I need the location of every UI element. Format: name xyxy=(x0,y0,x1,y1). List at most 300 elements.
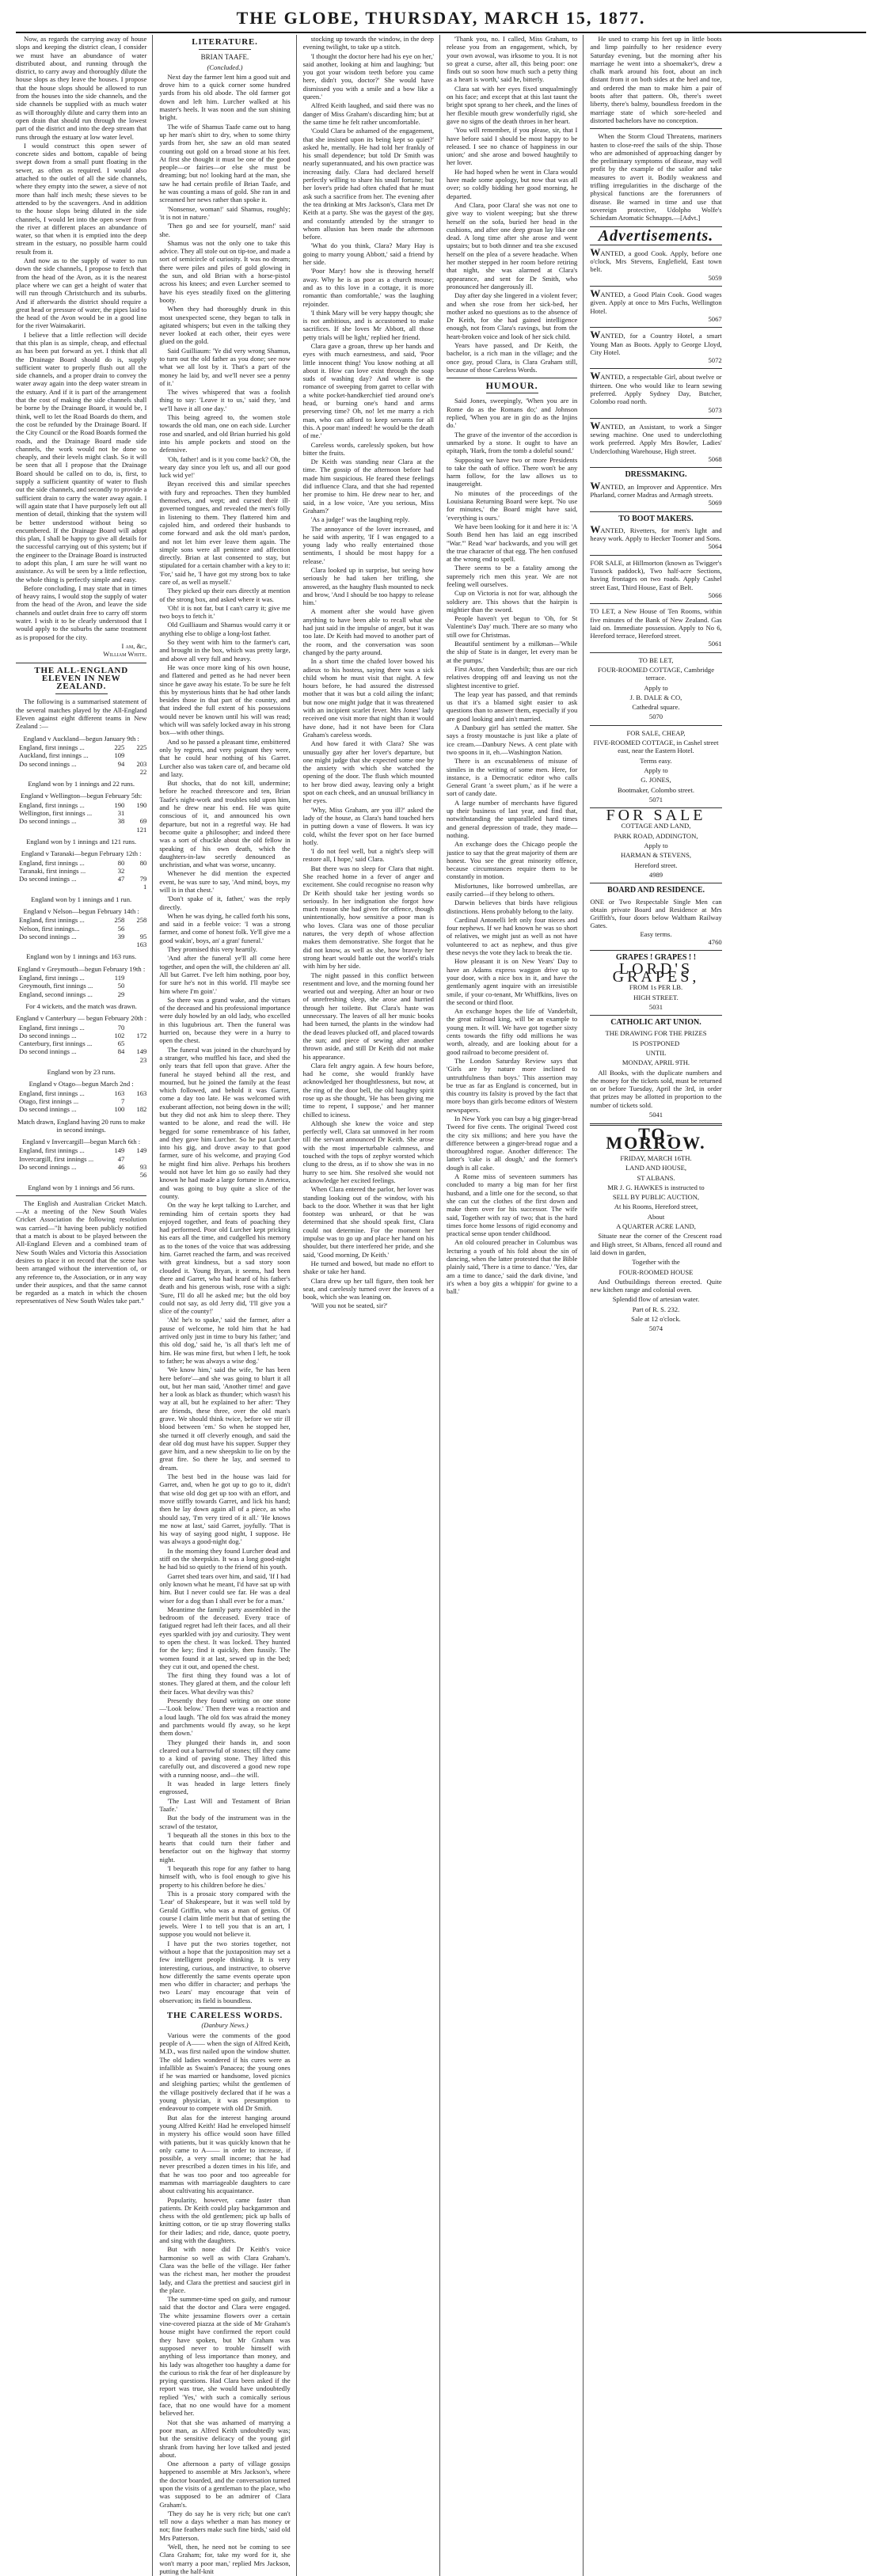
careless-paragraph: One afternoon a party of village gossips happened to assemble at Mrs Jackson's, where the doctor boarded, and the conversation turned upon the visits of a gentleman to the place, who was supposed to be an admirer of Clara Graham's. xyxy=(159,2460,291,2509)
score-total: 79 xyxy=(139,875,147,883)
story-paragraph: Shamus was not the only one to take this advice. They all stole out on tip-toe, and made a sort of semicircle of curiosity. It was no dream; there were piles and piles of gold glowing in the sun, and old Brian with a horse-pistol across his knees; and even Lurcher seemed to have his eyes steadily fixed on the glittering booty. xyxy=(159,238,291,304)
humour-item: A Danbury girl has settled the matter. She says a frosty moustache is just like a plate of ice cream.—Danbury News. A cent plate with two spoons in it, eh.—Washington Nation. xyxy=(446,724,578,756)
match-result: England won by 1 innings and 121 runs. xyxy=(26,837,137,845)
story-paragraph: The best bed in the house was laid for Garret, and, when he got up to go to it, didn't that wise old dog get up too with an effort, and move stiffly towards Garret, and lick his hand; then he lay down again all of a piece, as who should say, 'I'm very tired of it all.' 'He knows me now at last,' said Garret, joyfully. 'That is his way of saying good night, I suppose. He was always a good-night dog.' xyxy=(159,1472,291,1546)
ad-number: 5066 xyxy=(708,591,722,599)
divider xyxy=(590,603,721,604)
story-paragraph: When they had thoroughly drunk in this most unexpected scene, they began to talk in agitated whispers; but even in the talking they never looked at each other, their eyes were glued on the gold. xyxy=(159,305,291,346)
careless-paragraph: Clara sat with her eyes fixed unqualmingly on his face; and except that at this last taunt the bright spot sprang to her cheek, and the lines of her flexible mouth grew wonderfully rigid, she gave no signs of the death throes in her heart. xyxy=(446,84,578,125)
story-paragraph: They promised this very heartily. xyxy=(167,945,258,954)
score-label: Invercargill, first innings ... xyxy=(19,1154,94,1163)
score-row xyxy=(16,916,146,924)
score-label xyxy=(16,1171,19,1179)
literature-title: LITERATURE. xyxy=(192,37,258,47)
score-row xyxy=(16,1155,146,1163)
careless-paragraph: Clara felt angry again. A few hours before, had he come, she would frankly have acknowledged her thoughtlessness, but now, at the ring of the door bell, the old haughty spirit rose up as she thought, 'He has been giving me time to repent, I suppose,' and her manner chilled to iciness. xyxy=(302,1061,434,1119)
divider xyxy=(590,555,721,556)
story-paragraph: 'Nonsense, woman!' said Shamus, roughly; 'it is not in nature.' xyxy=(159,204,291,221)
divider xyxy=(590,467,721,468)
divider xyxy=(590,286,721,287)
ad-number: 5067 xyxy=(708,314,722,323)
score-row xyxy=(16,768,146,776)
careless-paragraph: And Clara, poor Clara! she was not one to give way to violent weeping; but she threw herself on the sofa, buried her head in the cushions, and after one deep groan lay like one dead. A long time after she arose and went upstairs; but to both dinner and tea she excused herself on the plea of a severe headache. When her mother stepped in her room before retiring that night, she was alarmed at Clara's appearance, and sent for Dr Smith, who pronounced her dangerously ill. xyxy=(446,200,578,291)
article-paragraph: And now as to the supply of water to run down the side channels, I propose to fetch that from the head of the Avon, as it is the nearest place where we can get a height of water that will run through Christchurch and its suburbs. And if afterwards the district should require a great head or pressure of water, the pipes laid to the head of the Avon would be in a good line for the river Waimakariri. xyxy=(16,256,147,330)
careless-source: (Danbury News.) xyxy=(201,2021,249,2030)
match-heading: England v Greymouth—begun February 19th : xyxy=(17,964,146,973)
dressmaking-title: DRESSMAKING. xyxy=(625,470,687,480)
auction-line: MR J. G. HAWKES is instructed to xyxy=(607,1183,705,1191)
score-values xyxy=(107,1039,146,1047)
match-heading: England v Nelson—begun February 14th : xyxy=(23,906,139,915)
score-total xyxy=(129,990,146,998)
careless-paragraph: And how fared it with Clara? She was unusually gay after her lover's departure, but one might judge that she expected some one by the anxiety with which she watched the opening of the door. The flush which mounted to her brow died away, leaving only a bright spot on each cheek, and an unusual brilliancy in her eyes. xyxy=(302,739,434,805)
score-runs: 190 xyxy=(114,800,125,809)
letter-signoff: I am, &c, xyxy=(121,641,147,650)
score-runs: 100 xyxy=(114,1105,125,1114)
careless-paragraph: Clara looked up in surprise, but seeing how seriously he had taken her trifling, she answered, as the haughty flush mounted to neck and brow, 'And I should be too happy to release him.' xyxy=(302,566,434,607)
careless-paragraph: 'What do you think, Clara? Mary Hay is going to marry young Abbott,' said a friend by her side. xyxy=(302,241,434,267)
humour-item: The London Saturday Review says that 'Girls are by nature more inclined to untruthfulness than boys.' This assertion may be true as far as England is concerned, but in this country its falsity is proved by the fact that more boys than girls become editors of Western newspapers. xyxy=(446,1056,578,1114)
ad-number: 5068 xyxy=(708,455,722,464)
ad-text: ANTED, Rivetters, for men's light and heavy work. Apply to Hecker Toomer and Sons. xyxy=(590,526,722,543)
classified-ad xyxy=(590,522,722,551)
careless-paragraph: Day after day she lingered in a violent fever; and when she rose from her sick-bed, her mother asked no questions as to the absence of Dr Keith, for she had gained intelligence enough, not from Clara's ravings, but from the heart-broken voice and look of her sick child. xyxy=(446,291,578,340)
classified-ad xyxy=(590,331,721,364)
score-label xyxy=(16,1056,19,1064)
score-row xyxy=(16,760,146,768)
auction-line: Splendid flow of artesian water. xyxy=(612,1295,700,1304)
story-paragraph: They plunged their hands in, and soon cleared out a barrowful of stones; till they came to a kind of paving stone. They lifted this carefully out, and discovered a good new rope with a running noose, and—the will. xyxy=(159,1738,291,1779)
score-label xyxy=(16,768,19,776)
score-label: Canterbury, first innings ... xyxy=(19,1039,93,1048)
score-runs xyxy=(107,768,124,776)
score-runs: 70 xyxy=(117,1023,125,1032)
classified-ad xyxy=(590,479,722,507)
auction-line: FOUR-ROOMED HOUSE xyxy=(618,1267,694,1276)
score-total: 23 xyxy=(139,1055,147,1064)
column-5 xyxy=(590,35,727,2576)
score-values xyxy=(107,809,146,817)
classified-ad xyxy=(590,245,722,282)
score-label: Otago, first innings ... xyxy=(19,1096,79,1105)
score-label: Do second innings ... xyxy=(19,1105,77,1114)
art-union-line: IS POSTPONED xyxy=(632,1039,680,1047)
article-paragraph: Before concluding, I may state that in times of heavy rains, I would stop the supply of water from the head of the Avon, and leave the side channels and outlet drain free to carry off storm water. I wish it to be clearly understood that I would apply to the suburbs the same treatment as is proposed for the city. xyxy=(16,583,147,641)
ad-number-line xyxy=(590,499,721,507)
story-paragraph: 'The Last Will and Testament of Brian Taafe.' xyxy=(159,1796,291,1813)
score-row xyxy=(16,826,146,834)
bootmakers-title: TO BOOT MAKERS. xyxy=(618,514,694,523)
humour-item: No minutes of the proceedings of the Louisiana Returning Board were kept. 'No use for minutes,' the Board might have said, 'everything is ours.' xyxy=(446,488,578,522)
auction-line: About xyxy=(647,1212,665,1221)
ad-text: ANTED, a respectable Girl, about twelve or thirteen. One who would like to learn sewing preferred. Apply Sydney Day, Butcher, Colombo road north. xyxy=(590,373,722,406)
score-values xyxy=(107,974,146,982)
score-runs: 56 xyxy=(117,924,125,933)
score-values xyxy=(107,1056,146,1064)
ad-number-line xyxy=(590,640,721,648)
match-heading: England v Wellington—begun February 5th: xyxy=(20,792,143,800)
newspaper-columns xyxy=(16,35,871,2575)
careless-paragraph: 'I do not feel well, but a night's sleep will restore all, I hope,' said Clara. xyxy=(302,847,434,864)
score-runs: 84 xyxy=(117,1047,125,1056)
score-row xyxy=(16,867,146,875)
score-runs: 46 xyxy=(117,1163,125,1171)
humour-item: A Rome miss of seventeen summers has concluded to marry a big man for her first husband, and a little one for the second, so that she can cut the clothes of the first down and make them over for his successor. The wife said, Together with ray of two; that is the hard times force home lessons of rigid economy and practical sense upon tender childhood. xyxy=(446,1172,578,1238)
careless-paragraph: When Clara entered the parlor, her lover was standing looking out of the window, with his back to the door. Whether it was that her light footstep was unheard, or that he was determined that she should speak first, Clara could not determine. For the moment her impulse was to go up and place her hand on his shoulder, but there interfered her pride, and she said, 'Good morning, Dr Keith.' xyxy=(302,1185,434,1259)
for-sale-cheap-line: G. JONES, xyxy=(641,776,671,785)
score-total: 163 xyxy=(136,1089,147,1097)
humour-item: There seems to be a fatality among the supremely rich men this year. We are not feeling well ourselves. xyxy=(446,564,578,588)
score-values xyxy=(107,982,146,990)
page-title: THE GLOBE, THURSDAY, MARCH 15, 1877. xyxy=(236,8,646,28)
column-2 xyxy=(159,35,296,2576)
score-runs xyxy=(107,826,124,834)
page-header xyxy=(0,8,882,30)
humour-item: In New York you can buy a big ginger-bread Tweed for five cents. The original Tweed cost the city six millions; and here you have the difference between a ginger-bread rogue and a thoroughbred rogue. Another difference: The latter's 'cake is all dough,' and the former's dough is all cake. xyxy=(446,1115,578,1172)
careless-paragraph: But alas for the interest hanging around young Alfred Keith! Had he enveloped himself in mystery his office would soon have filled with patients, but it was quickly known that he only came to A—— in order to increase, if possible, a very small income; that he had never prescribed a dozen times in his life, and that he was too poor and too agreeable for mammas with marriageable daughters to care about cultivating his acquaintance. xyxy=(159,2113,291,2195)
score-total: 149 xyxy=(136,1146,147,1155)
story-paragraph: On the way he kept talking to Lurcher, and reminding him of certain sports they had enjoyed together, and feats of poaching they had performed. Poor old Lurcher kept pricking his ears all the time, and cudgelled his memory as to the tones of the voice that was addressing him. Garret reached the farm, and was received with great kindness, but a sad story soon clouded it. Young Bryan, it seems, had been there and Garret, who had heard of his father's death and his generous wish, rose with a sigh: 'Sure, I'll do all he asked me; but the old boy could not say, as old Jerry did, 'I'll give you a slice of the county!' xyxy=(159,1201,291,1316)
score-row xyxy=(16,1047,146,1055)
story-paragraph: Presently they found writing on one stone—'Look below.' Then there was a reaction and a loud laugh. 'The old fox was afraid the money and parchments would fly away, so he kept them down.' xyxy=(159,1696,291,1738)
score-label: Nelson, first innings... xyxy=(19,924,80,933)
score-runs: 39 xyxy=(117,932,125,940)
match-result: Match drawn, England having 20 runs to make in second innings. xyxy=(17,1117,146,1134)
careless-paragraph: 'Poor Mary! how she is throwing herself away. Why he is as poor as a church mouse; and as to this love in a cottage, it is more romantic than comfortable,' was the laughing rejoinder. xyxy=(302,267,434,308)
article-paragraph: I would construct this open sewer of concrete sides and bottom, capable of being swept down from a small punt floating in the sewer, as often as required. I would also attached to the outlet of all the side channels, where they empty into the sewer, a sieve of not more than half inch mesh; these sieves to be attended to by the scavengers. And in addition to the house slops being diluted in the side channels, I would let into the open sewer from the river at different places an abundance of water, so that when it is emptied into the deep stream in the estuary, no possible harm could result from it. xyxy=(16,141,147,256)
ad-number-line xyxy=(590,591,721,599)
match-result: England won by 1 innings and 56 runs. xyxy=(28,1183,135,1191)
score-runs: 7 xyxy=(121,1096,125,1105)
art-union-title: CATHOLIC ART UNION. xyxy=(610,1018,701,1028)
score-label: Taranaki, first innings ... xyxy=(19,866,86,875)
auction-line: At his Rooms, Hereford street, xyxy=(614,1203,698,1211)
ad-number-line xyxy=(590,542,721,550)
classified-ad xyxy=(590,419,722,464)
board-title: BOARD AND RESIDENCE. xyxy=(606,886,705,895)
story-paragraph: Whenever he did mention the expected event, he was sure to say, 'And mind, boys, my will is in that chest.' xyxy=(159,869,291,894)
score-row xyxy=(16,1039,146,1047)
story-paragraph: It was headed in large letters finely engrossed, xyxy=(159,1780,291,1796)
score-runs xyxy=(107,1056,124,1064)
score-total: 182 xyxy=(136,1105,147,1114)
ad-number: 5059 xyxy=(708,273,722,282)
story-paragraph: 'Don't spake of it, father,' was the reply directly. xyxy=(159,895,291,911)
divider xyxy=(590,511,721,512)
ad-number: 5069 xyxy=(708,499,722,507)
score-label: England, first innings ... xyxy=(19,1023,85,1032)
careless-paragraph: In a short time the chafed lover bowed his adieux to his hostess, saying there was a sick child whom he must visit that night. A few hours before, he had assured the distressed mother that it was but a cold ailing the infant; but now one might judge that it was threatened with an incipient scarlet fever. Mrs Jones' lady received one visit more that night than it would have done, had it not have been for Clara Graham's careless words. xyxy=(302,657,434,739)
score-label: England, first innings ... xyxy=(19,1146,85,1155)
careless-title: THE CARELESS WORDS. xyxy=(166,2011,283,2021)
score-label: England, first innings ... xyxy=(19,1089,85,1097)
score-values xyxy=(107,883,146,891)
auction-line: FRIDAY, MARCH 16TH. xyxy=(620,1153,692,1162)
score-total xyxy=(129,867,146,875)
humour-item: A large number of merchants have figured up their business of last year, and find that, notwithstanding the unparalleled hard times and general depression of trade, they made—nothing. xyxy=(446,798,578,839)
column-1 xyxy=(16,35,153,2576)
careless-paragraph: The annoyance of the lover increased, and he said with asperity, 'If I was engaged to a young lady who really entertained those sentiments, I should be most happy for a release.' xyxy=(302,524,434,565)
auction-line: LAND AND HOUSE, xyxy=(625,1164,687,1172)
humour-item: The grave of the inventor of the accordion is unmarked by a stone. It ought to have an epitaph, 'Hark, from the tomb a doleful sound.' xyxy=(446,430,578,455)
divider xyxy=(590,368,721,369)
grapes-line: GRAPES ! GRAPES ! ! xyxy=(615,953,697,963)
to-let-ad-line: J. B. DALE & CO, xyxy=(629,693,682,701)
story-paragraph: The wife of Shamus Taafe came out to hang up her man's shirt to dry, when to some thirty yards from her, she saw an old man seated counting out gold on a broad stone at his feet. At first she thought it must be one of the good people—or fairies—or else she must be dreaming; but no! looking hard at the man, she saw he had certain profile of Brian Taafe, and he was counting a mass of gold. She ran in and screamed her news rather than spoke it. xyxy=(159,122,291,204)
story-paragraph: I have put the two stories together, not without a hope that the juxtaposition may set a few intelligent people thinking. It is very interesting, curious, and instructive, to observe how differently the same events operate upon men who differ in character; and perhaps 'the two Lears' may encourage that vein of observation; its field is boundless. xyxy=(159,1939,291,2004)
score-runs: 225 xyxy=(114,743,125,751)
score-total: 22 xyxy=(139,767,147,776)
humour-item: Cup on Victoria is not for war, although the soldiery are. This shows that the hairpin is mightier than the sword. xyxy=(446,589,578,614)
score-total: 95 xyxy=(139,932,147,940)
score-values xyxy=(107,1163,146,1171)
divider xyxy=(590,725,721,726)
story-paragraph: The wives whispered that was a foolish thing to say: 'Leave it to us,' said they, 'and we'll have it all one day.' xyxy=(159,388,291,412)
score-runs: 31 xyxy=(117,809,125,818)
score-values xyxy=(107,875,146,883)
score-runs: 32 xyxy=(117,866,125,875)
score-values xyxy=(107,1024,146,1032)
careless-paragraph: 'Well, then, he need not be coming to see Clara Graham; for, take my word for it, she won't marry a poor man,' replied Mrs Jackson, putting the half-knit xyxy=(159,2543,291,2575)
humour-title: HUMOUR. xyxy=(485,380,538,392)
divider xyxy=(55,693,108,694)
for-sale-line: COTTAGE AND LAND, xyxy=(621,822,691,830)
score-row xyxy=(16,883,146,891)
score-values xyxy=(107,990,146,998)
story-paragraph: 'We know him,' said the wife, 'he has been here before'—and she was going to blurt it all out, but her man said, 'Another time! and gave her a look as black as thunder; which wasn't his way at all, but he explained to her after: 'They are friends, these three, over the old man's grave. We should think twice, before we stir ill blood between 'em.' So when he stopped her, she turned it off cleverly enough, and said the dear old dog must have his supper. Supper they gave him, and a new sheepskin to lie on by the great fire. So there he lay, and seemed to dream. xyxy=(159,1366,291,1472)
score-runs xyxy=(107,883,124,891)
ad-number: 4760 xyxy=(708,938,722,947)
score-row xyxy=(16,743,146,751)
score-total: 163 xyxy=(136,940,147,949)
careless-paragraph: A moment after she would have given anything to have been able to recall what she had just said in the impulse of anger, but it was too late. Dr Keith had moved to another part of the room, and the conversation was soon changed by the party around. xyxy=(302,607,434,656)
score-values xyxy=(107,859,146,867)
score-row xyxy=(16,1089,146,1097)
advertisements-title: Advertisements. xyxy=(598,226,714,245)
for-sale-line: 4989 xyxy=(648,870,663,879)
score-label: Do second innings ... xyxy=(19,1031,77,1039)
story-concluded: (Concluded.) xyxy=(207,63,243,71)
score-total xyxy=(129,1024,146,1032)
score-label xyxy=(16,826,19,834)
column-3 xyxy=(303,35,440,2576)
score-total: 93 xyxy=(139,1163,147,1171)
classified-ad xyxy=(590,607,721,648)
story-paragraph: Old Guilliaum and Shamus would carry it or anything else to oblige a long-lost father. xyxy=(159,621,291,637)
schnapps-notice: When the Storm Cloud Threatens, mariners hasten to close-reef the sails of the ship. Those who are admonished of approaching danger by the preliminary symptoms of disease, may well profit by the example of the sailor and take measures to avert it. Bodily weakness and trifling irregularities in the discharge of the physical functions are the forerunners of disease. Be warned in time and use that sovereign protective, Udolpho Wolfe's Schiedam Aromatic Schnapps.—[Advt.] xyxy=(590,132,722,222)
auction-body: Situate near the corner of the Crescent road and High street, St Albans, fenced all round and laid down in garden, xyxy=(590,1232,722,1256)
score-row xyxy=(16,1105,146,1113)
story-paragraph: The funeral was joined in the churchyard by a stranger, who muffled his face, and shed the only tears that fell upon that grave. After the funeral he stayed behind all the rest, and mourned, but he joined the family at the feast which followed, and behold it was Garret, come a day too late. He was welcomed with exuberant affection, not being down in the will; but they did not ask him to sleep there. They wanted to be alone, and read the will. He begged for some remembrance of his father, and they gave him Lurcher. So he put Lurcher into his gig, and drove away to that good farmer, sure of his welcome, and praying God he might find him alive. Perhaps his brothers would not have let him go so easily had they known he had made a large fortune in America, and was going to buy quite a slice of the county. xyxy=(159,1045,291,1200)
match-result: England won by 1 innings and 1 run. xyxy=(31,895,132,903)
score-row xyxy=(16,1163,146,1171)
score-total: 225 xyxy=(136,743,147,751)
story-paragraph: 'Oh, father! and is it you come back? Oh, the weary day since you left us, and all our good luck wid ye!' xyxy=(159,454,291,480)
score-values xyxy=(107,1032,146,1039)
score-values xyxy=(107,867,146,875)
score-row xyxy=(16,925,146,933)
ad-text: ANTED, a good Cook. Apply, before one o'clock, Mrs Stevens, Englefield, East town belt. xyxy=(590,249,722,274)
careless-paragraph: Careless words, carelessly spoken, but how bitter the fruits. xyxy=(302,440,434,457)
score-label: England, first innings ... xyxy=(19,800,85,809)
auction-line: ST ALBANS. xyxy=(637,1173,675,1182)
score-row xyxy=(16,974,146,982)
score-total: 149 xyxy=(136,1047,147,1056)
score-runs: 163 xyxy=(114,1089,125,1097)
art-union-line: UNTIL xyxy=(645,1048,667,1057)
score-values xyxy=(107,940,146,948)
story-paragraph: Meantime the family party assembled in the bedroom of the deceased. Every trace of fatigued regret had left their faces, and all their eyes sparkled with joy and curiosity. They went to open the chest. It was locked. They hunted for the key; find it quickly, then fussily. The women found it at last, sewed up in the bed; they cut it out, and opened the chest. xyxy=(159,1605,291,1670)
story-paragraph: 'I bequeath all the stones in this box to the hearts that could turn their father and benefactor out on the highway that stormy night. xyxy=(159,1830,291,1864)
art-union-number: 5041 xyxy=(648,1111,663,1119)
letter-signature: William White. xyxy=(103,650,147,659)
careless-paragraph: 'They do say he is very rich; but one can't tell now a days whether a man has money or not; fine feathers make such fine birds,' said old Mrs Patterson. xyxy=(159,2509,291,2542)
humour-item: People haven't yet begun to 'Oh, for St Valentine's Day' much. There are so many who still owe for Christmas. xyxy=(446,614,578,639)
grapes-line: 5031 xyxy=(648,1002,663,1011)
for-sale-title: FOR SALE xyxy=(606,807,706,825)
score-values xyxy=(107,1105,146,1113)
grapes-line: FROM 1s PER LB. xyxy=(629,983,683,992)
careless-paragraph: Clara gave a groan, threw up her hands and eyes with much earnestness, and said, 'Poor little innocent thing! You know nothing at all about it. How can love exist through the soap suds of washing day? And where is the romance of sweeping from garret to cellar with a white pocket-handkerchief tied around one's head, or burning one's hand and arms preserving time? Oh, no! let me marry a rich man, who can afford to keep servants for all this. A poor man! indeed! he would be the death of me.' xyxy=(302,341,434,440)
story-paragraph: Next day the farmer lent him a good suit and drove him to a quick corner some hundred yards from his old abode. The old farmer got down and left him. Lurcher walked at his master's heels. It was noon and the sun shining bright. xyxy=(159,72,291,122)
for-sale-cheap-line: Bootmaker, Colombo street. xyxy=(617,785,695,794)
humour-item: There is an excusableness of misuse of similes in the writing of some men. Here, for instance, is a Democratic editor who calls General Grant 'a sweet plum,' as if he were a sort of candy date. xyxy=(446,757,578,798)
auction-outbuildings: And Outbuildings thereon erected. Quite new kitchen range and colonial oven. xyxy=(590,1277,722,1294)
score-row xyxy=(16,1146,146,1154)
score-runs: 149 xyxy=(114,1146,125,1155)
careless-paragraph: 'As a judge!' was the laughing reply. xyxy=(310,515,410,524)
lords-grapes-title: LORD'S GRAPES, xyxy=(612,959,700,986)
story-paragraph: They picked up their ears directly at mention of the strong box, and asked where it was. xyxy=(159,587,291,603)
careless-paragraph: Although she knew the voice and step perfectly well, Clara sat unmoved in her room till the servant announced Dr Keith. She arose with the most imperturbable calmness, and touched with the tops of zephyr worsted which clung to the dress, as if to show she was in no hurry to see him. She resolved she would not acknowledge her excited feelings. xyxy=(302,1119,434,1184)
for-sale-line: PARK ROAD, ADDINGTON, xyxy=(614,831,698,840)
story-paragraph: 'Oh! it is not far, but I can't carry it; give me two boys to fetch it.' xyxy=(159,603,291,621)
score-label: Do second innings ... xyxy=(19,759,77,768)
score-values xyxy=(107,916,146,924)
to-let-ad-line: Cathedral square. xyxy=(632,703,680,712)
score-total xyxy=(129,925,146,933)
divider xyxy=(16,1195,146,1196)
careless-paragraph: He turned and bowed, but made no effort to shake or take her hand. xyxy=(302,1259,434,1276)
score-values xyxy=(107,817,146,825)
score-total: 190 xyxy=(136,800,147,809)
careless-paragraph: Popularity, however, came faster than patients. Dr Keith could play backgammon and chess with the old gentlemen; pick up balls of knitting cotton, or tie up stray flowering stalks for their ladies; and ride, dance, quote poetry, and sing with the daughters. xyxy=(159,2195,291,2245)
score-label: Wellington, first innings ... xyxy=(19,809,93,818)
article-paragraph: I believe that a little reflection will decide that this plan is as simple, cheap, and effectual as has been put forward as yet. I think that all the Drainage Board should do is, supply sufficient water to properly flush out all the side channels, and a proper drain to convey the water away again into the deep water stream in the estuary. And if it is part of the arrangement that the cost of making the side channels shall be borne by the Drainage Board, it would be, I think, well to let the Road Boards do them, and the cost be refunded by the Drainage Board. If the City Council or the Road Boards formed the roads, and the Drainage Board made side channels, the work would not be done so cheaply, and their levels might clash. So it will be seen that all I propose that the Drainage Board should be called on to do, is, first, to supply a sufficient quantity of water to flush out the side channels, and secondly to provide a sufficient drain to carry the water away again. I will again state that I have purposely left out all mention of detail, thinking that the system will be better understood without being so encumbered. If the Drainage Board will adopt this plan, I shall be happy to give all details for the successful carrying out of this system; but if the engineer to the Drainage Board is instructed to adopt this plan, I am sure he will want no assistance. As will be seen by a little reflection, the whole thing is perfectly simple and easy. xyxy=(16,330,147,583)
ad-text: ANTED, an Improver and Apprentice. Mrs Pharland, corner Madras and Armagh streets. xyxy=(590,482,722,499)
score-label: England, second innings ... xyxy=(19,990,93,998)
divider xyxy=(590,1015,721,1016)
score-row xyxy=(16,933,146,940)
art-union-body: All Books, with the duplicate numbers and the money for the tickets sold, must be returned on or before Tuesday, April the 3rd, in order that prizes may be allotted in proportion to the number of tickets sold. xyxy=(590,1068,722,1109)
score-row xyxy=(16,990,146,998)
ad-text: ANTED, a Good Plain Cook. Good wages given. Apply at once to Mrs Fuchs, Wellington Hotel. xyxy=(590,291,722,315)
classified-ad xyxy=(590,898,721,947)
score-runs: 94 xyxy=(117,759,125,768)
score-values xyxy=(107,801,146,809)
careless-paragraph: Dr Keith was standing near Clara at the time. The gossip of the afternoon before had made him suspicious. He feared these feelings did influence Clara, and that she had repented her promise to him. He drew near to her, and said, in a low voice, 'Are you serious, Miss Graham?' xyxy=(302,458,434,515)
humour-item: He used to cramp his feet up in little boots and limp painfully to her residence every Saturday evening, but the morning after his marriage he went into a shoemaker's, drew a chalk mark around his foot, about an inch distant from it on both sides at the heel and toe, and ordered the man to make him a pair of boots after that pattern. Oh, there's sweet liberty, there's balmy, boundless freedom in the marriage state of which sore-heeled and distorted bachelors have no conception. xyxy=(590,35,722,124)
story-paragraph: The first thing they found was a lot of stones. They glared at them, and the colour left their faces. What devilry was this? xyxy=(159,1671,291,1696)
ad-initial: W xyxy=(590,419,601,431)
humour-item: How pleasant it is on New Years' Day to have an Adams express waggon drive up to your door, with a nice box in it, and have the gentlemanly agent inquire with an irresistible smile, if your co-tenant, Mr Whiffkins, lives on the second or third floor. xyxy=(446,957,578,1006)
match-heading: England v Otago—begun March 2nd : xyxy=(29,1080,134,1089)
score-runs: 102 xyxy=(114,1031,125,1039)
humour-item: Said Jones, sweepingly, 'When you are in Rome do as the Romans do;' and Johnson replied, 'When you are in gin do as the Injins do.' xyxy=(446,397,578,430)
score-runs: 47 xyxy=(117,875,125,883)
score-runs: 29 xyxy=(117,990,125,998)
score-total xyxy=(129,751,146,759)
score-runs: 80 xyxy=(117,858,125,867)
score-values xyxy=(107,760,146,768)
score-label: England, first innings ... xyxy=(19,743,85,751)
divider xyxy=(590,950,721,951)
score-total: 121 xyxy=(136,825,147,834)
score-label: Do second innings ... xyxy=(19,932,77,940)
ad-terms: Easy terms. xyxy=(640,929,672,938)
careless-paragraph: 'You will remember, if you please, sir, that I have before said I should be most happy to be released. I see no chance of happiness in our union;' and she arose and bowed haughtily to her lover. xyxy=(446,126,578,167)
for-sale-line: HARMAN & STEVENS, xyxy=(620,851,692,860)
score-values xyxy=(107,1155,146,1163)
ad-text: FOR SALE, at Hillmorton (known as Twigger's Tussock paddock), Two half-acre Sections, having frontages on two roads. Apply Cashel street East, Third House, East of Belt. xyxy=(590,558,722,591)
ad-text: ONE or Two Respectable Single Men can obtain private Board and Residence at Mrs Griffith's, four doors below Waltham Railway Gates. xyxy=(590,897,722,930)
careless-paragraph: Alfred Keith laughed, and said there was no danger of Miss Graham's discarding him; but at the same time he felt rather uncomfortable. xyxy=(302,101,434,126)
header-rule xyxy=(16,32,866,33)
story-paragraph: This is a prosaic story compared with the 'Lear' of Shakespeare, but it was well told by Gerald Griffin, who was a man of genius. Of course I claim little merit but that of setting the jewels. Were I to tell you that is an art, I suppose you would not believe it. xyxy=(159,1889,291,1939)
score-row xyxy=(16,751,146,759)
story-paragraph: Bryan received this and similar speeches with fury and reproaches. Then they humbled themselves, and wept; and cursed their ill-governed tongues, and revealed the men's folly in listening to them. They flattered him and cajoled him, and ordered their husbands to come forward and ask the old man's pardon, and not let him ever leave them again. The simple sons were all penitence and affection directly. Brian at last consented to stay, but stipulated for a certain chamber with a key to it: 'For,' said he, 'I have got my strong box to take care of, as well as myself.' xyxy=(159,480,291,586)
story-title: BRIAN TAAFE. xyxy=(200,53,249,62)
score-values xyxy=(107,1097,146,1105)
score-total xyxy=(129,974,146,982)
ad-number-line xyxy=(590,274,721,282)
story-paragraph: 'Then go and see for yourself, man!' said she. xyxy=(159,222,291,238)
cricket-closing: The English and Australian Cricket Match.—At a meeting of the New South Wales Cricket Association the following resolution was carried—"It having been publicly notified that a match is about to be played between the All-England Eleven and a combined team of New South Wales and Victoria this Association desires to place it on record that the scene has been arranged without the intervention of, or any reference to, the Association, or in any way under their auspices, and that the same cannot be regarded as a match in which the chosen representatives of New South Wales take part." xyxy=(16,1199,147,1305)
careless-paragraph: But with none did Dr Keith's voice harmonise so well as with Clara Graham's. Clara was the belle of the village. Her father was the richest man, her mother the proudest lady, and Clara the prettiest and sauciest girl in the place. xyxy=(159,2245,291,2294)
humour-item: First Astor, then Vanderbilt; thus are our rich relatives dropping off and leaving us not the slightest incentive to grief. xyxy=(446,664,578,690)
score-total: 203 xyxy=(136,759,147,768)
score-values xyxy=(107,1171,146,1179)
humour-item: Misfortunes, like borrowed umbrellas, are easily carried—if they belong to others. xyxy=(446,881,578,898)
match-result: England won by 1 innings and 22 runs. xyxy=(28,780,135,788)
divider xyxy=(590,418,721,419)
score-label: Greymouth, first innings ... xyxy=(19,982,93,990)
score-total: 69 xyxy=(139,817,147,826)
score-label xyxy=(16,883,19,891)
ad-initial: W xyxy=(590,370,601,382)
grapes-line: HIGH STREET. xyxy=(633,993,679,1001)
score-values xyxy=(107,925,146,933)
match-heading: England v Taranaki—begun February 12th : xyxy=(21,849,142,858)
score-row xyxy=(16,940,146,948)
auction-line: 5074 xyxy=(648,1324,663,1333)
careless-paragraph: Not that she was ashamed of marrying a poor man, as Alfred Keith undoubtedly was; but the sensitive delicacy of the young girl shrank from having her love talked and jested about. xyxy=(159,2418,291,2459)
score-label: Do second innings ... xyxy=(19,1163,77,1171)
score-total: 1 xyxy=(143,883,147,891)
ad-initial: W xyxy=(590,245,601,258)
ad-number-line xyxy=(590,455,721,463)
for-sale-cheap-line: Apply to xyxy=(644,766,668,774)
score-values xyxy=(107,933,146,940)
score-label: England, first innings ... xyxy=(19,858,85,867)
humour-item: Cardinal Antonelli left only four nieces and four nephews. If we had known he was so short of relatives, we might just as well as not have volunteered to act as nephew, and thus give these nevys the vote they lack to break the tie. xyxy=(446,915,578,957)
score-label: Auckland, first innings ... xyxy=(19,751,89,760)
humour-item: An old coloured preacher in Columbus was lecturing a youth of his fold about the sin of dancing, when the latter protested that the Bible plainly said, 'There is a time to dance.' 'Yes, dar am a time to dance,' said the dark divine, 'and it's when a boy gits a whippin' for gwine to a ball.' xyxy=(446,1238,578,1296)
score-runs: 258 xyxy=(114,916,125,925)
score-runs xyxy=(107,940,124,948)
score-runs: 38 xyxy=(117,817,125,826)
score-row xyxy=(16,1024,146,1032)
